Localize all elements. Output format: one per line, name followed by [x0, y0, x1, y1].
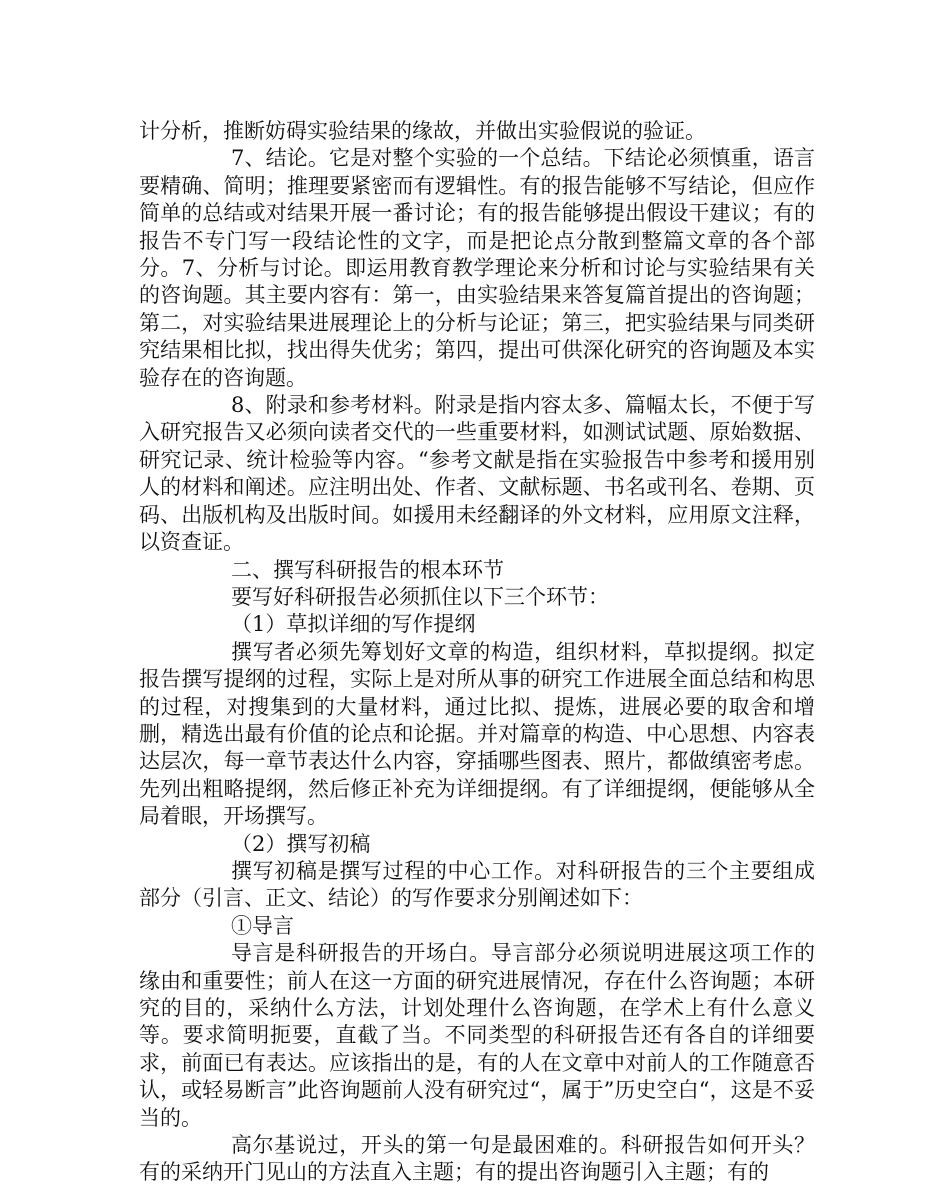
- paragraph-appendix: 8、附录和参考材料。附录是指内容太多、篇幅太长，不便于写入研究报告又必须向读者交代的一些重要材料，如测试试题、原始数据、研究记录、统计检验等内容。“参考文献是指在实验报告中参考和援用别人的材料和阐述。应注明出处、作者、文献标题、书名或刊名、卷期、页码、出版机构及出版时间。如援用未经翻译的外文材料，应用原文注释，以资查证。: [139, 393, 815, 555]
- paragraph-draft: 撰写初稿是撰写过程的中心工作。对科研报告的三个主要组成部分（引言、正文、结论）的写作要求分别阐述如下：: [139, 858, 815, 911]
- subheading-outline: （1）草拟详细的写作提纲: [231, 612, 476, 637]
- paragraph-introduction: 导言是科研报告的开场白。导言部分必须说明进展这项工作的缘由和重要性；前人在这一方面的研究进展情况，存在什么咨询题；本研究的目的，采纳什么方法，计划处理什么咨询题，在学术上有什么意义等。要求简明扼要，直截了当。不同类型的科研报告还有各自的详细要求，前面已有表达。应该指出的是，有的人在文章中对前人的工作随意否认，或轻易断言”此咨询题前人没有研究过“，属于”历史空白“，这是不妥当的。: [139, 941, 815, 1130]
- document-page: [139, 118, 815, 1187]
- paragraph-conclusion: 7、结论。它是对整个实验的一个总结。下结论必须慎重，语言要精确、简明；推理要紧密而有逻辑性。有的报告能够不写结论，但应作简单的总结或对结果开展一番讨论；有的报告能够提出假设干建议；有的报告不专门写一段结论性的文字，而是把论点分散到整篇文章的各个部分。7、分析与讨论。即运用教育教学理论来分析和讨论与实验结果有关的咨询题。其主要内容有：第一，由实验结果来答复篇首提出的咨询题；第二，对实验结果进展理论上的分析与论证；第三，把实验结果与同类研究结果相比拟，找出得失优劣；第四，提出可供深化研究的咨询题及本实验存在的咨询题。: [139, 146, 815, 390]
- paragraph-outline: 撰写者必须先筹划好文章的构造，组织材料，草拟提纲。拟定报告撰写提纲的过程，实际上是对所从事的研究工作进展全面总结和构思的过程，对搜集到的大量材料，通过比拟、提炼，进展必要的取舍和增删，精选出最有价值的论点和论据。并对篇章的构造、中心思想、内容表达层次，每一章节表达什么内容，穿插哪些图表、照片，都做缜密考虑。先列出粗略提纲，然后修正补充为详细提纲。有了详细提纲，便能够从全局着眼，开场撰写。: [139, 639, 815, 829]
- section-intro-line: 要写好科研报告必须抓住以下三个环节：: [231, 584, 609, 609]
- subheading-draft: （2）撰写初稿: [231, 831, 371, 856]
- paragraph-opening: 高尔基说过，开头的第一句是最困难的。科研报告如何开头？有的采纳开门见山的方法直入主题；有的提出咨询题引入主题；有的: [139, 1133, 815, 1185]
- subheading-introduction: ①导言: [231, 913, 294, 938]
- section-heading: 二、撰写科研报告的根本环节: [231, 557, 504, 582]
- paragraph-continuation: 计分析，推断妨碍实验结果的缘故，并做出实验假说的验证。: [139, 119, 706, 143]
